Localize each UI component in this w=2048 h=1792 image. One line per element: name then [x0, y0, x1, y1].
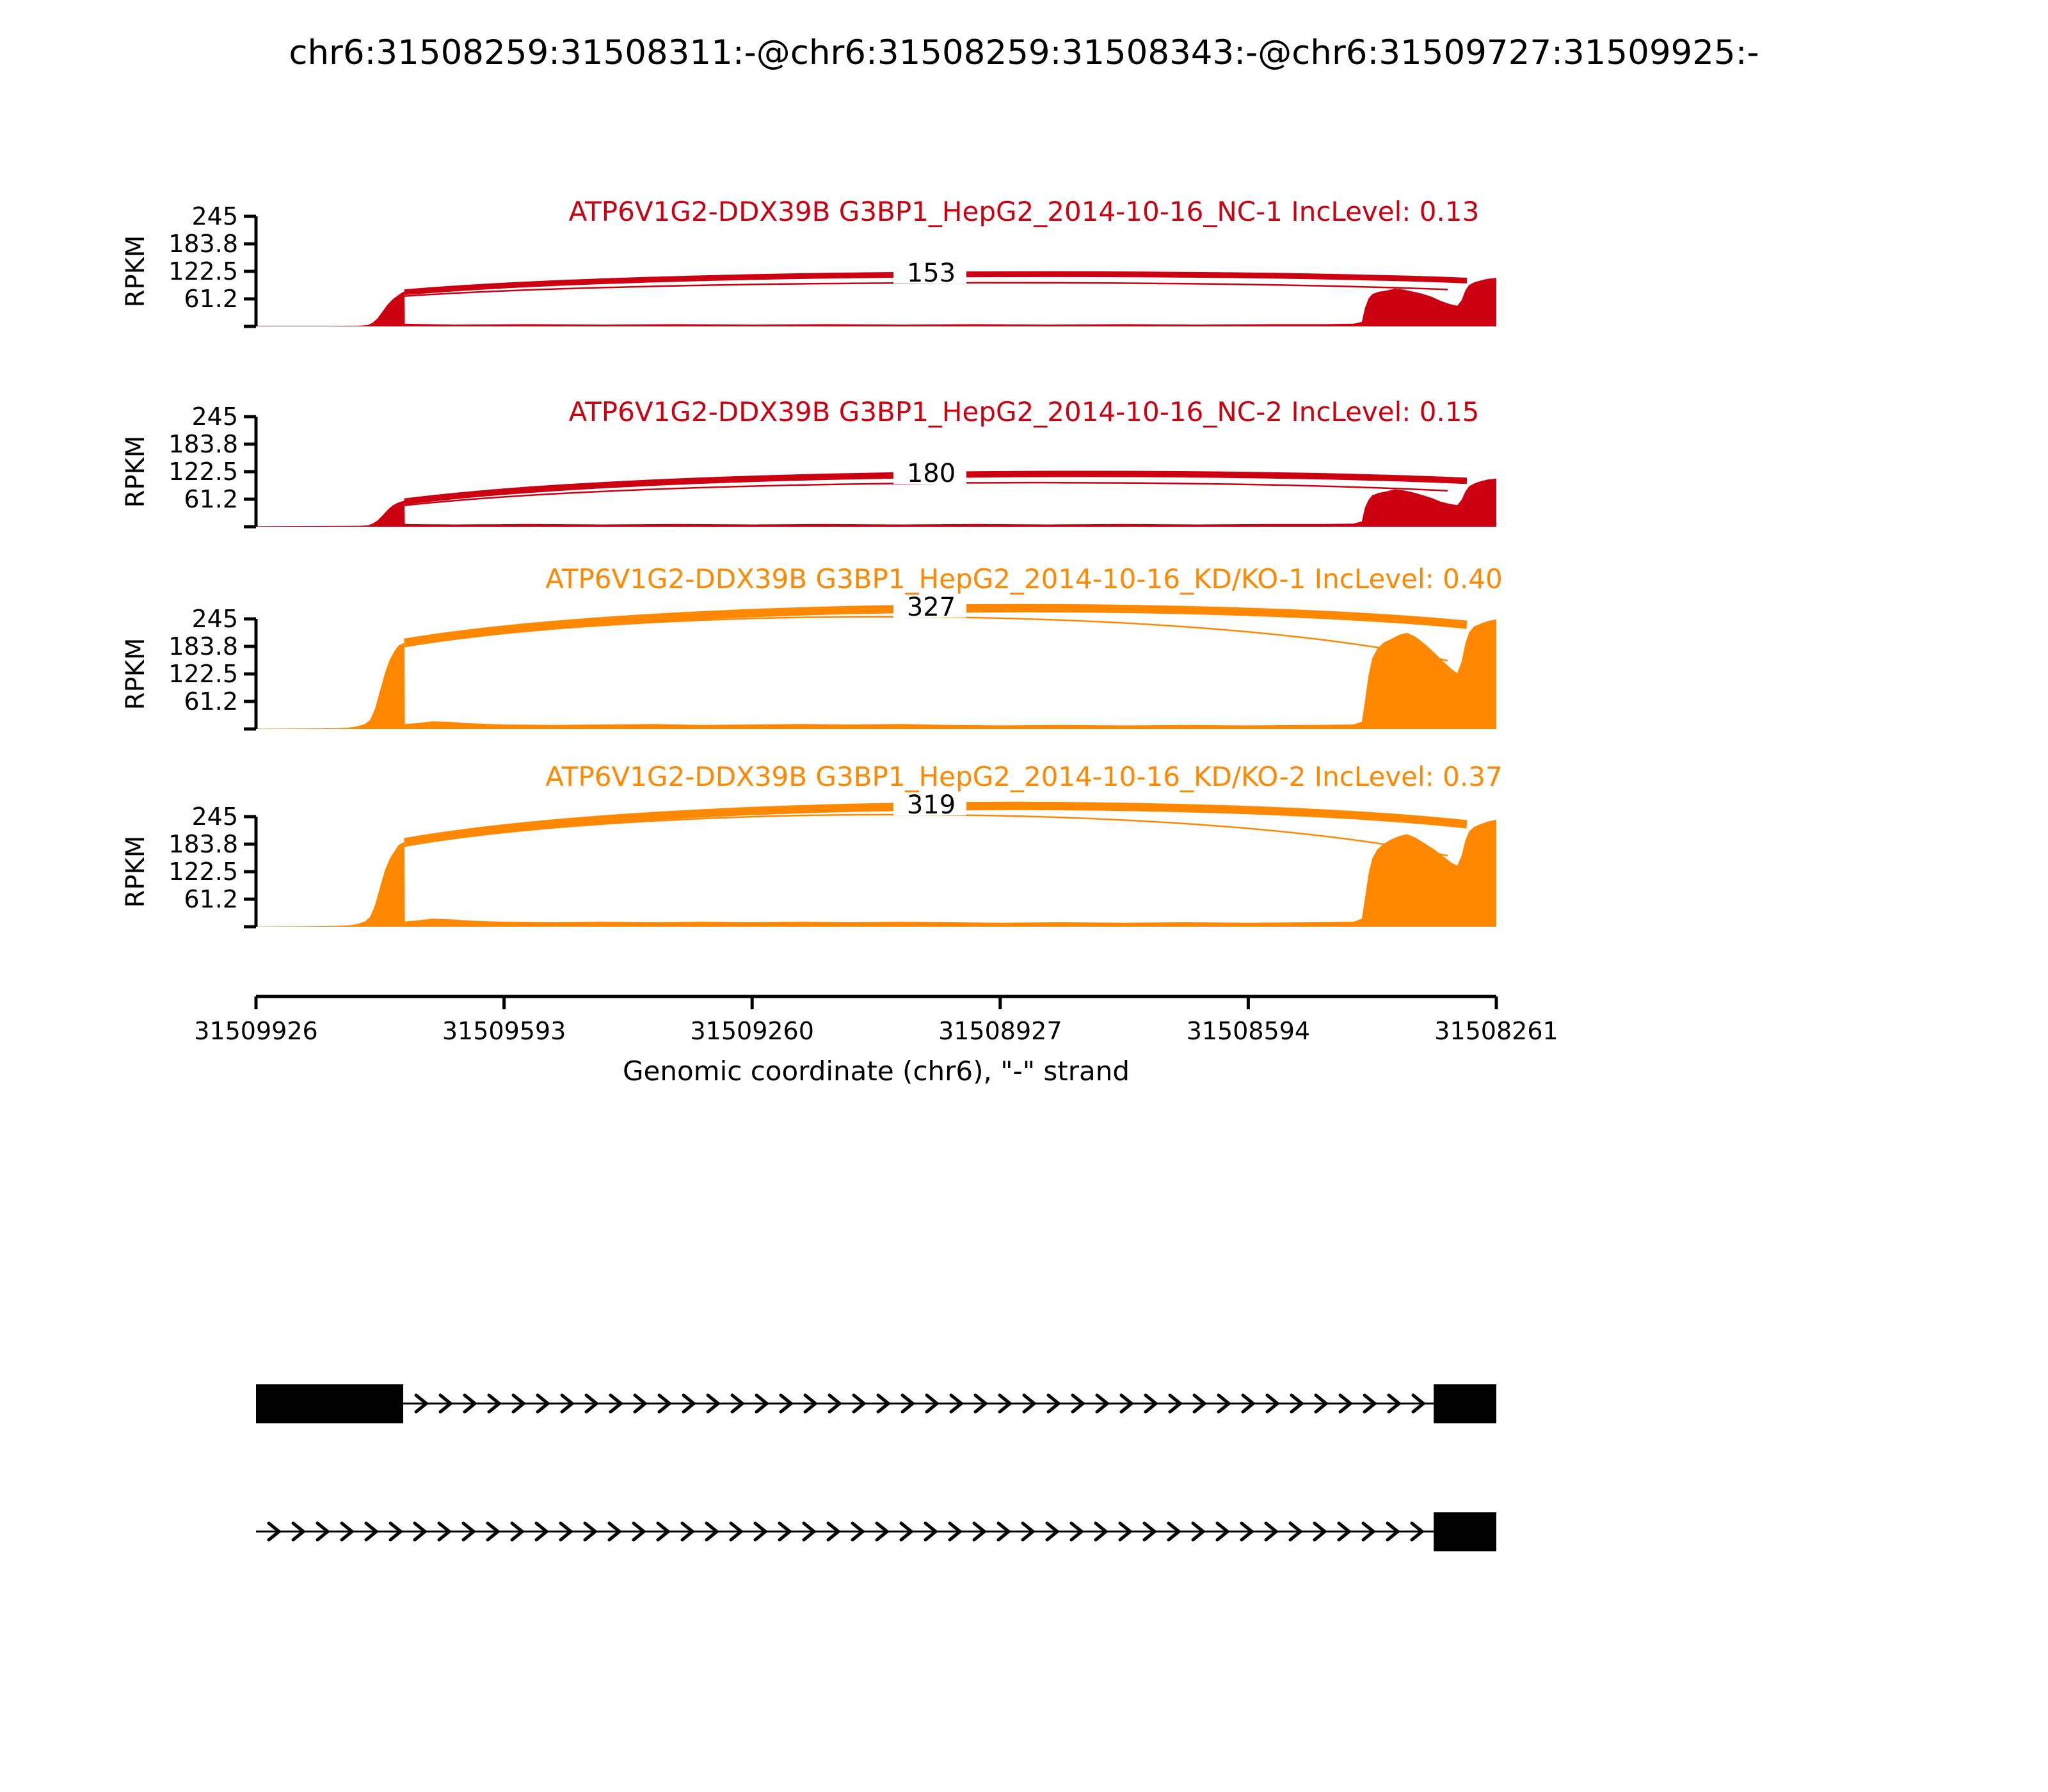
y-axis-label: RPKM	[121, 435, 150, 508]
track-title: ATP6V1G2-DDX39B G3BP1_HepG2_2014-10-16_NC-1 IncLevel: 0.13	[568, 196, 1480, 227]
junction-count-label: 327	[906, 593, 956, 622]
y-tick-label: 245	[191, 803, 238, 831]
y-tick-label: 183.8	[168, 830, 238, 858]
x-tick-label: 31509260	[690, 1017, 814, 1045]
track-title: ATP6V1G2-DDX39B G3BP1_HepG2_2014-10-16_NC-2 IncLevel: 0.15	[568, 396, 1480, 428]
track-title: ATP6V1G2-DDX39B G3BP1_HepG2_2014-10-16_KD/KO-1 IncLevel: 0.40	[545, 563, 1503, 595]
y-axis-label: RPKM	[121, 637, 150, 710]
y-axis	[244, 417, 256, 527]
track-kd-ko-2	[121, 761, 1503, 927]
transcript-2	[256, 1512, 1496, 1551]
y-tick-label: 183.8	[168, 632, 238, 660]
y-tick-label: 245	[191, 403, 238, 431]
x-axis-line	[256, 996, 1496, 1009]
y-tick-label: 122.5	[168, 858, 238, 886]
y-tick-label: 61.2	[184, 885, 238, 913]
x-tick-label: 31508594	[1186, 1017, 1311, 1045]
y-tick-label: 122.5	[168, 458, 238, 486]
x-axis-label: Genomic coordinate (chr6), "-" strand	[622, 1055, 1130, 1087]
y-tick-label: 245	[191, 202, 238, 230]
exon-box	[1434, 1384, 1496, 1423]
y-tick-label: 61.2	[184, 485, 238, 513]
y-tick-label: 122.5	[168, 257, 238, 285]
exon-box	[256, 1384, 403, 1423]
x-tick-label: 31508261	[1434, 1017, 1558, 1045]
figure-title: chr6:31508259:31508311:-@chr6:31508259:31508343:-@chr6:31509727:31509925:-	[289, 33, 1759, 72]
y-tick-label: 61.2	[184, 285, 238, 313]
y-axis-label: RPKM	[121, 235, 150, 308]
y-axis	[244, 619, 256, 729]
y-tick-label: 183.8	[168, 430, 238, 458]
junction-count-label: 319	[906, 790, 956, 820]
x-tick-label: 31509926	[194, 1017, 318, 1045]
y-axis-label: RPKM	[121, 835, 150, 908]
y-tick-label: 183.8	[168, 230, 238, 258]
exon-box	[1434, 1512, 1496, 1551]
track-kd-ko-1	[121, 563, 1503, 729]
track-nc-2	[121, 396, 1496, 527]
junction-count-label: 153	[906, 259, 956, 288]
y-axis	[244, 817, 256, 927]
y-tick-label: 122.5	[168, 660, 238, 688]
y-axis	[244, 216, 256, 326]
junction-count-label: 180	[906, 459, 956, 488]
transcript-1	[256, 1384, 1496, 1423]
track-nc-1	[121, 196, 1496, 326]
x-tick-label: 31508927	[938, 1017, 1062, 1045]
y-tick-label: 61.2	[184, 687, 238, 716]
x-tick-label: 31509593	[442, 1017, 566, 1045]
track-title: ATP6V1G2-DDX39B G3BP1_HepG2_2014-10-16_KD/KO-2 IncLevel: 0.37	[545, 761, 1503, 792]
x-axis	[194, 996, 1558, 1087]
y-tick-label: 245	[191, 605, 238, 633]
